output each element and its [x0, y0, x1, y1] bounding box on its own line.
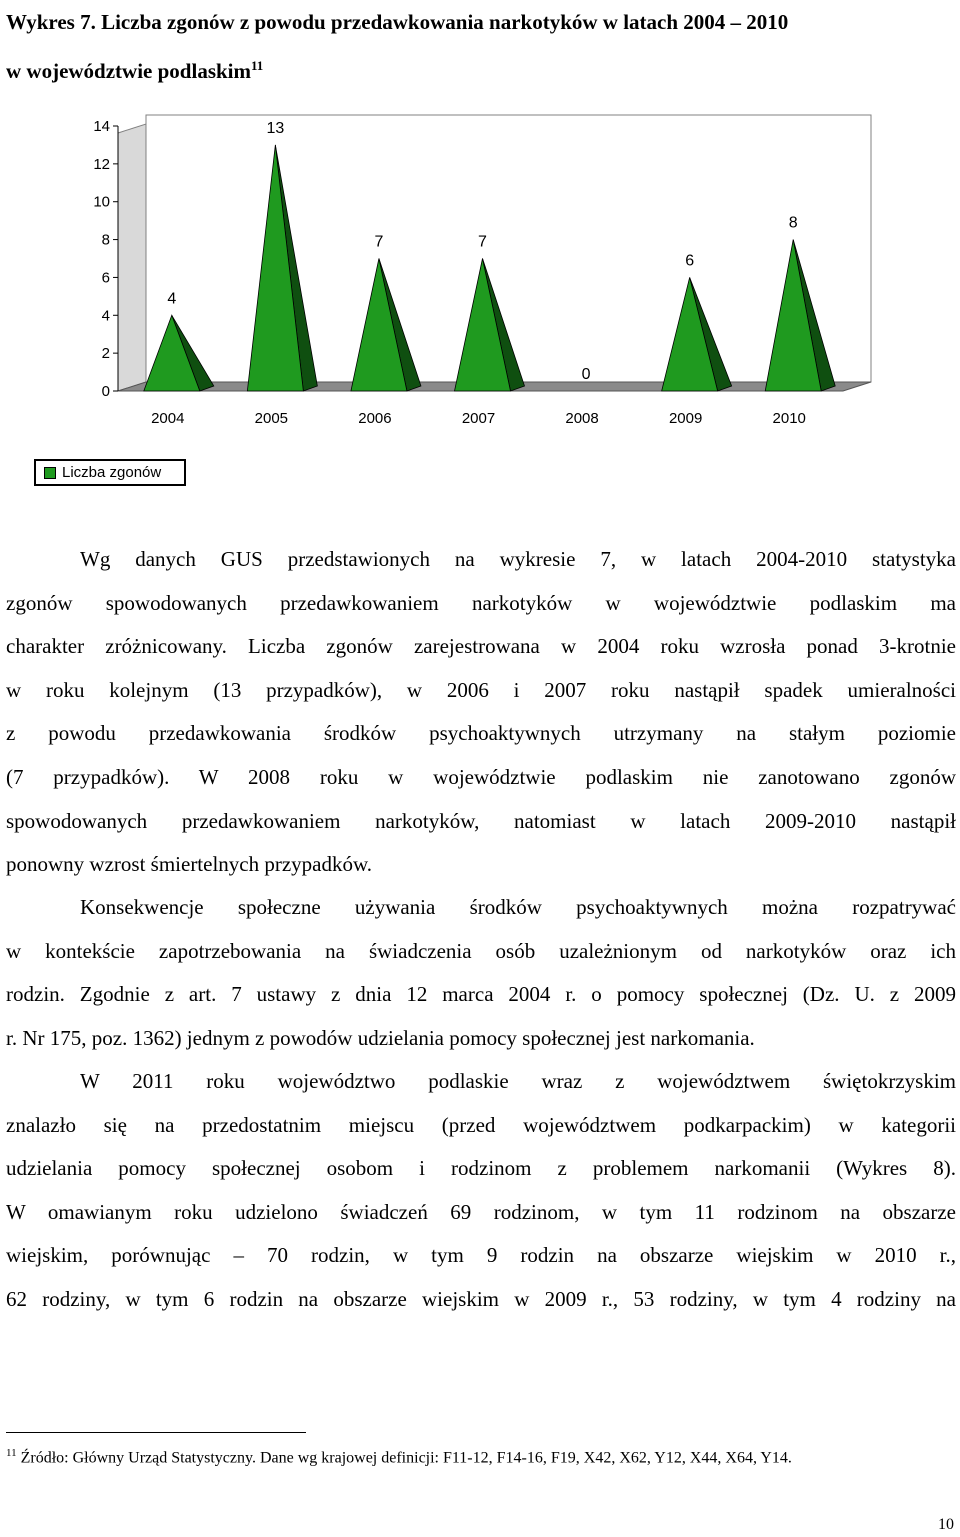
x-tick-label: 2007 — [461, 410, 496, 427]
paragraph-line: spowodowanych przedawkowaniem narkotyków, natomiast w latach 2009-2010 nastąpił — [6, 808, 956, 833]
paragraph-line: charakter zróżnicowany. Liczba zgonów zarejestrowana w 2004 roku wzrosła ponad 3-krotnie — [6, 634, 956, 659]
paragraph-line: z powodu przedawkowania środków psychoaktywnych utrzymany na stałym poziomie — [6, 721, 956, 746]
y-tick-label: 10 — [93, 193, 110, 211]
y-tick-label: 0 — [101, 383, 110, 400]
data-label: 6 — [685, 252, 695, 270]
chart-legend — [34, 459, 186, 486]
x-tick-label: 2009 — [668, 410, 703, 427]
paragraph-line: Wg danych GUS przedstawionych na wykresie 7, w latach 2004-2010 statystyka — [80, 547, 956, 571]
paragraph-line: znalazło się na przedostatnim miejscu (przed województwem podkarpackim) w kategorii — [6, 1112, 956, 1137]
paragraph-line: 62 rodziny, w tym 6 rodzin na obszarze wiejskim w 2009 r., 53 rodziny, w tym 4 rodziny na — [6, 1286, 956, 1311]
data-label: 13 — [266, 119, 285, 137]
paragraph-line: (7 przypadków). W 2008 roku w województwie podlaskim nie zanotowano zgonów — [6, 764, 956, 789]
footnote-number: 11 — [6, 1447, 17, 1459]
page-number: 10 — [938, 1516, 954, 1533]
x-tick-label: 2006 — [358, 410, 392, 427]
data-label: 8 — [788, 214, 798, 232]
footnote-separator — [6, 1432, 306, 1433]
paragraph-line: W omawianym roku udzielono świadczeń 69 rodzinom, w tym 11 rodzinom na obszarze — [6, 1199, 956, 1224]
paragraph-1 — [6, 538, 956, 887]
chart-caption-line-2-text: w województwie podlaskim — [6, 59, 251, 83]
data-label: 0 — [581, 366, 591, 383]
y-tick-label: 14 — [93, 118, 110, 135]
paragraph-line: w roku kolejnym (13 przypadków), w 2006 i 2007 roku nastąpił spadek umieralności — [6, 677, 956, 702]
data-label: 7 — [478, 233, 487, 251]
y-tick-label: 4 — [101, 307, 110, 325]
legend-label: Liczba zgonów — [62, 464, 162, 481]
paragraph-line: Konsekwencje społeczne używania środków psychoaktywnych można rozpatrywać — [80, 895, 956, 919]
data-label: 7 — [374, 233, 384, 251]
paragraph-2 — [6, 886, 956, 1060]
y-tick-label: 6 — [101, 269, 110, 287]
x-tick-label: 2008 — [565, 410, 599, 427]
paragraph-line: wiejskim, porównując – 70 rodzin, w tym 9 rodzin na obszarze wiejskim w 2010 r., — [6, 1243, 956, 1268]
chart-side-wall — [118, 124, 146, 391]
paragraph-line: ponowny wzrost śmiertelnych przypadków. — [6, 852, 373, 877]
paragraph-line: r. Nr 175, poz. 1362) jednym z powodów udzielania pomocy społecznej jest narkomania. — [6, 1025, 755, 1050]
paragraph-line: W 2011 roku województwo podlaskie wraz z województwem świętokrzyskim — [80, 1069, 956, 1093]
x-tick-label: 2010 — [772, 410, 806, 427]
x-tick-label: 2004 — [151, 410, 185, 427]
x-tick-label: 2005 — [254, 410, 289, 427]
footnote-text: Źródło: Główny Urząd Statystyczny. Dane wg krajowej definicji: F11-12, F14-16, F19, X42, X62, Y12, X44, X64, Y14. — [20, 1449, 792, 1467]
chart-caption-line-1: Wykres 7. Liczba zgonów z powodu przedawkowania narkotyków w latach 2004 – 2010 — [6, 10, 789, 34]
paragraph-line: w kontekście zapotrzebowania na świadczenia osób uzależnionym od narkotyków oraz ich — [6, 938, 956, 963]
paragraph-line: zgonów spowodowanych przedawkowaniem narkotyków w województwie podlaskim ma — [6, 590, 956, 615]
y-tick-label: 8 — [101, 231, 110, 249]
data-label: 4 — [167, 290, 177, 308]
legend-swatch — [44, 467, 56, 479]
pyramid-bar-chart — [0, 0, 960, 440]
y-tick-label: 2 — [101, 345, 110, 363]
paragraph-3 — [6, 1060, 956, 1322]
y-tick-label: 12 — [93, 155, 110, 173]
footnote-reference: 11 — [251, 58, 264, 73]
footnote — [6, 1440, 956, 1471]
paragraph-line: rodzin. Zgodnie z art. 7 ustawy z dnia 12 marca 2004 r. o pomocy społecznej (Dz. U. z 2009 — [6, 982, 956, 1007]
paragraph-line: udzielania pomocy społecznej osobom i rodzinom z problemem narkomanii (Wykres 8). — [6, 1156, 956, 1181]
